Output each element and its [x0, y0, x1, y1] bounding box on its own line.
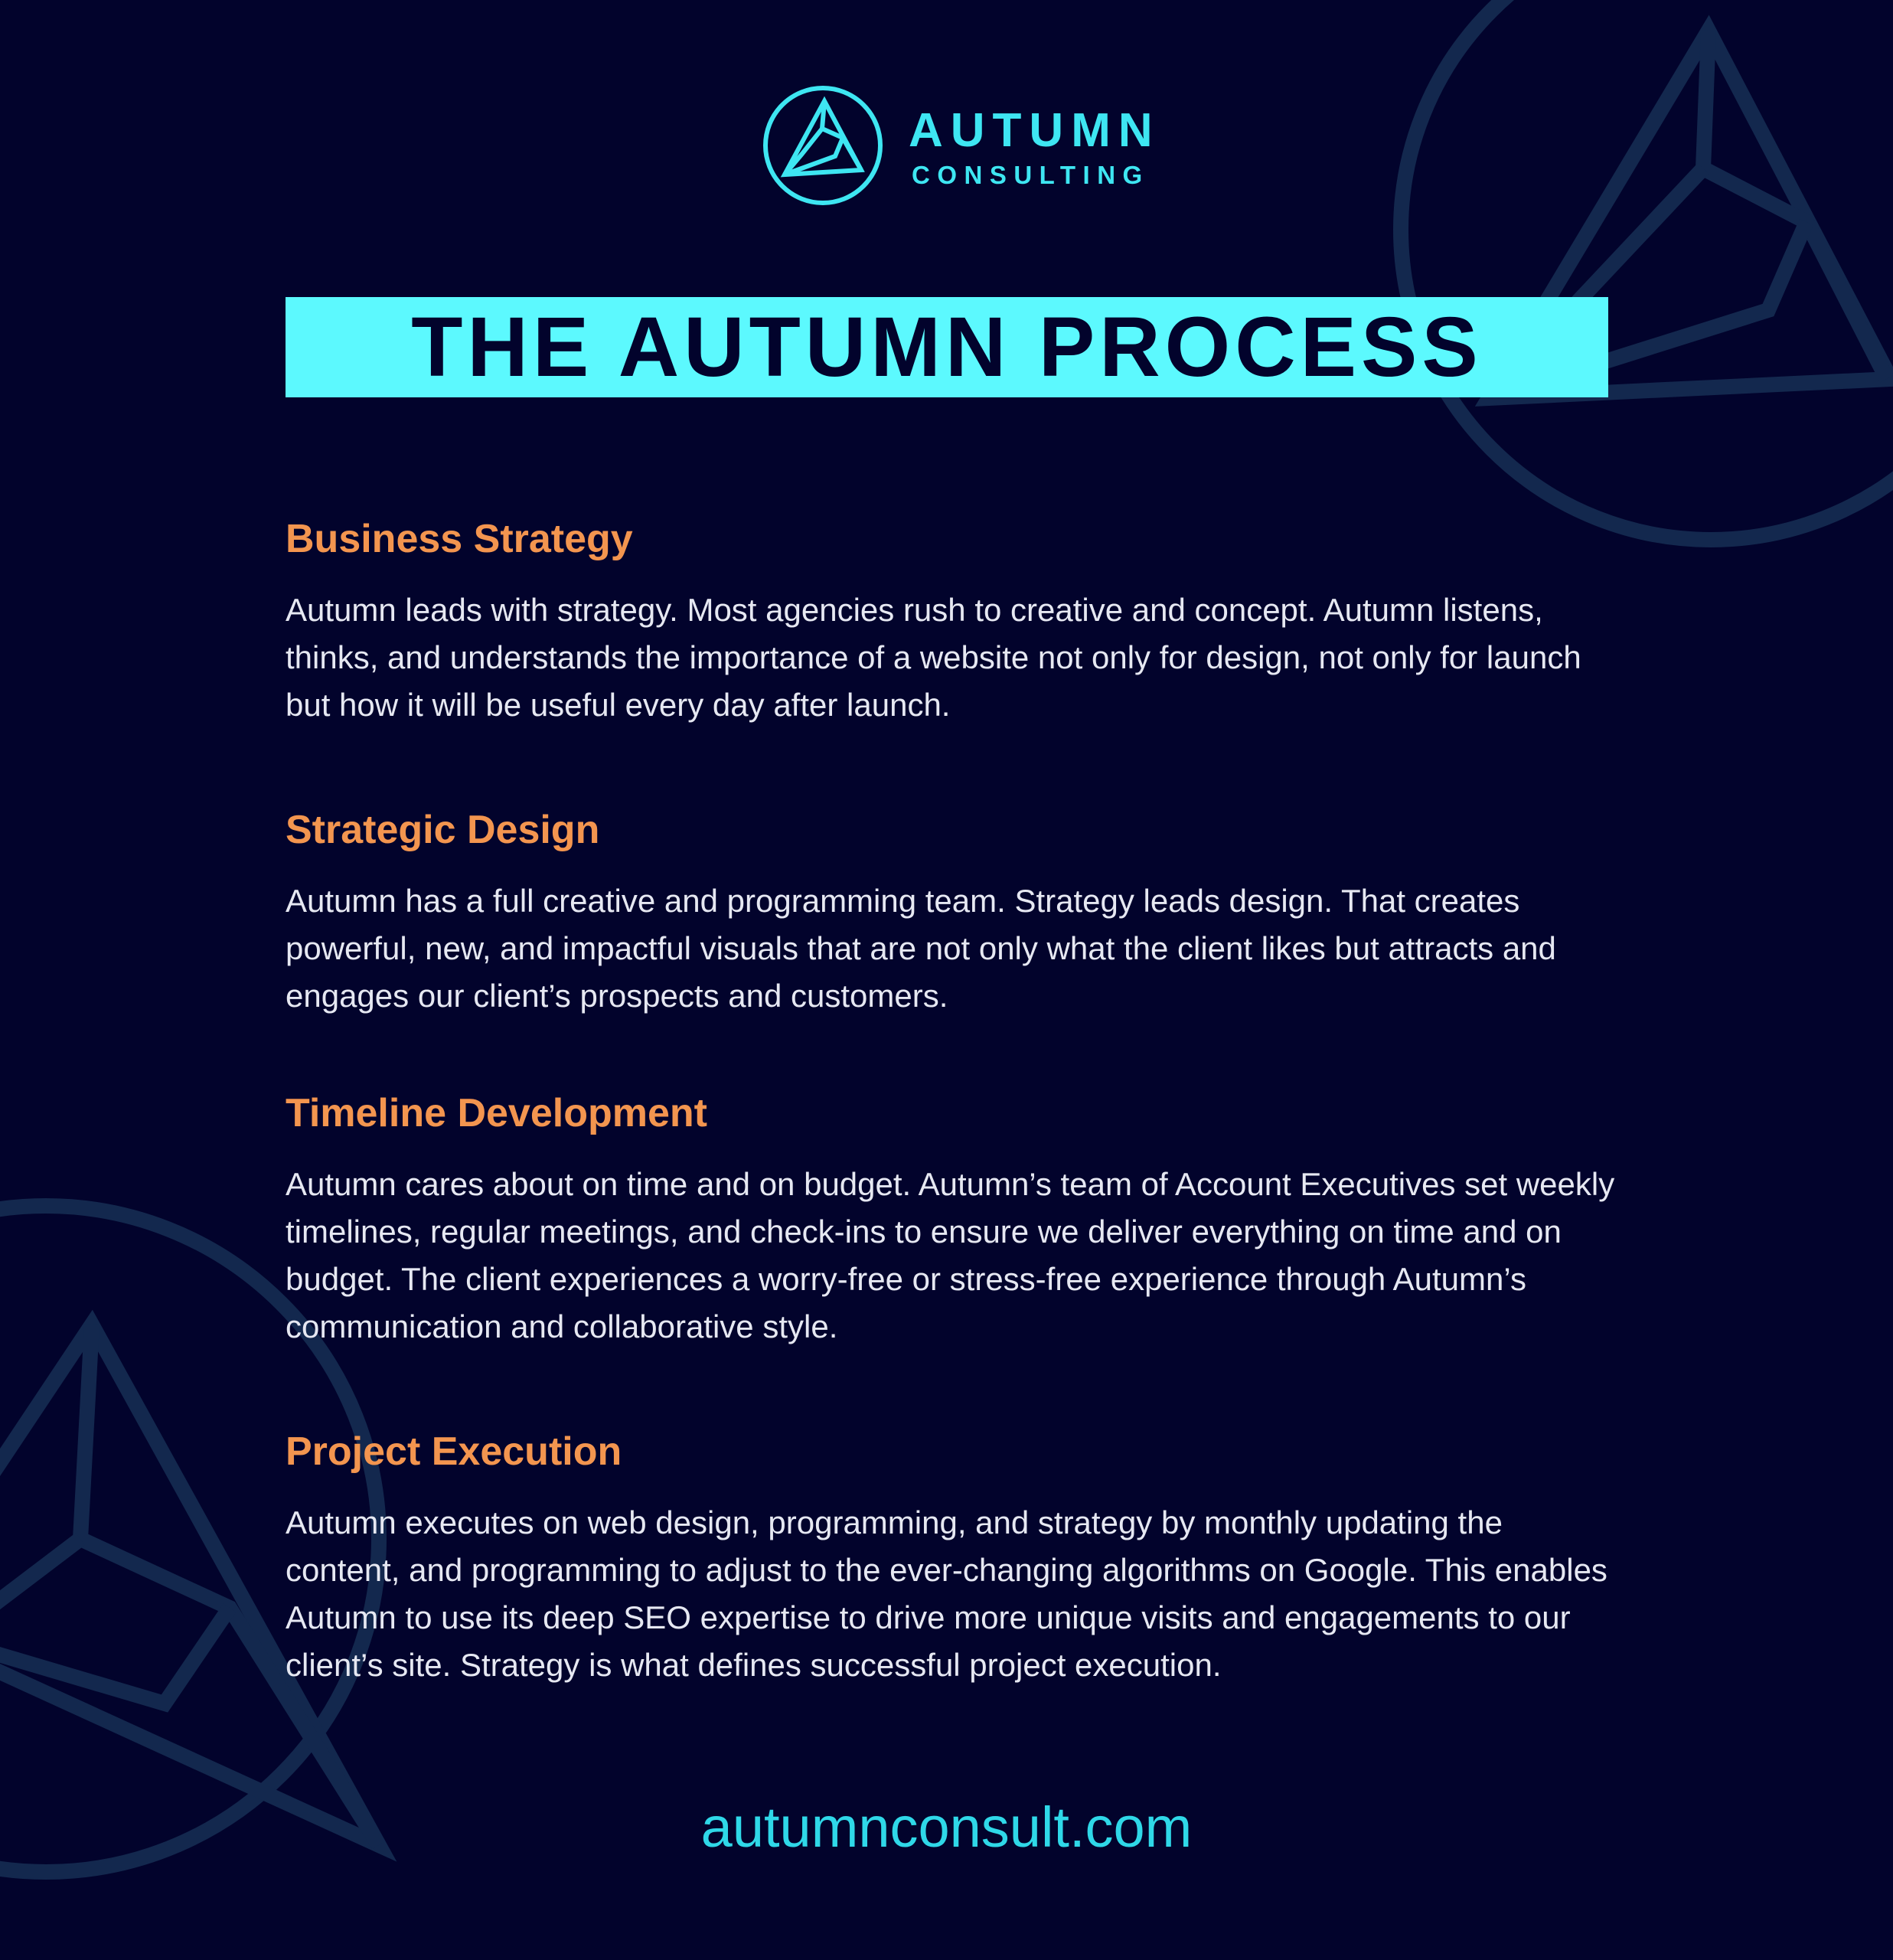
section-title: Timeline Development [286, 1091, 707, 1135]
brand-logo [762, 84, 1160, 211]
section-body: Autumn cares about on time and on budget. Autumn’s team of Account Executives set weekly timelines, regular meetings, and check-ins to ensure we deliver everything on time and on budget. The client experiences a worry-free or stress-free experience through Autumn’s communication and collaborative style. [286, 1166, 1615, 1344]
section-project-execution [286, 1429, 1633, 1689]
triangle-in-circle-icon [762, 84, 884, 207]
section-strategic-design [286, 810, 1633, 1020]
website-url: autumnconsult.com [700, 1795, 1193, 1859]
section-body: Autumn leads with strategy. Most agencies rush to creative and concept. Autumn listens, thinks, and understands the importance of a website not only for design, not only for launch but how it will be useful every day after launch. [286, 592, 1581, 723]
section-title: Project Execution [286, 1429, 622, 1474]
section-timeline-development [286, 1093, 1633, 1351]
section-business-strategy [286, 519, 1633, 729]
title-banner [286, 297, 1608, 397]
page-title: THE AUTUMN PROCESS [411, 299, 1483, 394]
section-title: Strategic Design [286, 808, 600, 852]
section-body: Autumn executes on web design, programming, and strategy by monthly updating the content, and programming to adjust to the ever-changing algorithms on Google. This enables Autumn to use its deep SEO expertise to drive more unique visits and engagements to our client’s site. Strategy is what defines successful project execution. [286, 1504, 1607, 1683]
section-body: Autumn has a full creative and programming team. Strategy leads design. That creates powerful, new, and impactful visuals that are not only what the client likes but attracts and engages our client’s prospects and customers. [286, 883, 1556, 1014]
brand-subtitle: CONSULTING [912, 161, 1150, 189]
brand-name: AUTUMN [909, 104, 1160, 157]
section-title: Business Strategy [286, 517, 633, 561]
